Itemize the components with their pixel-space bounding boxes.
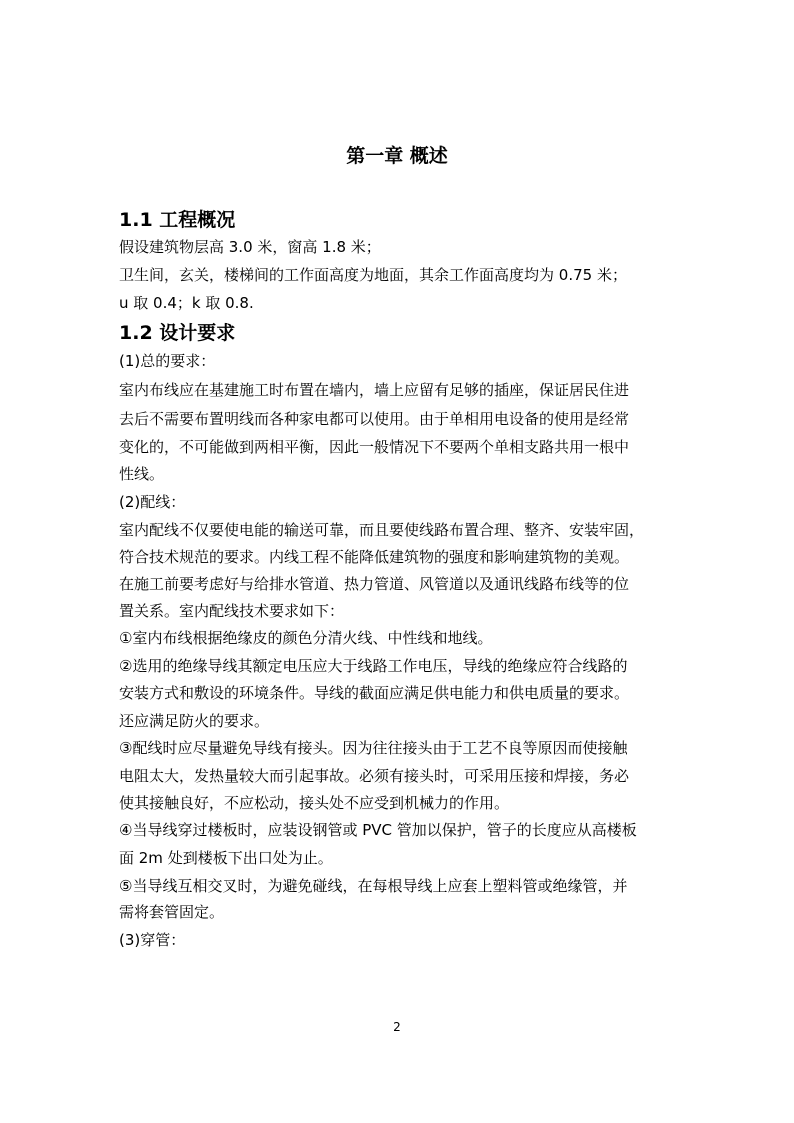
paragraph-line: 室内配线不仅要使电能的输送可靠，而且要使线路布置合理、整齐、安装牢固， [119, 521, 645, 539]
paragraph-line: 安装方式和敷设的环境条件。导线的截面应满足供电能力和供电质量的要求。 [119, 684, 630, 702]
paragraph-line: 卫生间，玄关，楼梯间的工作面高度为地面，其余工作面高度均为 0.75 米； [119, 266, 627, 284]
paragraph-line: 面 2m 处到楼板下出口处为止。 [119, 849, 333, 867]
paragraph-line: 去后不需要布置明线而各种家电都可以使用。由于单相用电设备的使用是经常 [119, 410, 630, 428]
paragraph-line: (2)配线： [119, 493, 186, 511]
paragraph-line: ①室内布线根据绝缘皮的颜色分清火线、中性线和地线。 [119, 629, 493, 647]
paragraph-line: ③配线时应尽量避免导线有接头。因为往往接头由于工艺不良等原因而使接触 [119, 739, 628, 757]
paragraph-line: 使其接触良好，不应松动，接头处不应受到机械力的作用。 [119, 794, 510, 812]
paragraph-line: (1)总的要求： [119, 352, 216, 370]
paragraph-line: 性线。 [119, 465, 165, 483]
paragraph-line: ④当导线穿过楼板时，应装设钢管或 PVC 管加以保护，管子的长度应从高楼板 [119, 821, 637, 839]
paragraph-line: ②选用的绝缘导线其额定电压应大于线路工作电压，导线的绝缘应符合线路的 [119, 657, 628, 675]
chapter-title: 第一章 概述 [346, 145, 448, 167]
paragraph-line: 室内布线应在基建施工时布置在墙内，墙上应留有足够的插座，保证居民住进 [119, 381, 630, 399]
paragraph-line: ⑤当导线互相交叉时，为避免碰线，在每根导线上应套上塑料管或绝缘管，并 [119, 877, 628, 895]
section-heading-1-2: 1.2 设计要求 [119, 322, 236, 344]
paragraph-line: (3)穿管： [119, 931, 186, 949]
paragraph-line: 在施工前要考虑好与给排水管道、热力管道、风管道以及通讯线路布线等的位 [119, 575, 630, 593]
section-heading-1-1: 1.1 工程概况 [119, 209, 236, 231]
paragraph-line: 电阻太大，发热量较大而引起事故。必须有接头时，可采用压接和焊接，务必 [119, 767, 630, 785]
page-number: 2 [393, 1020, 401, 1034]
paragraph-line: 需将套管固定。 [119, 903, 225, 921]
paragraph-line: u 取 0.4；k 取 0.8. [119, 294, 254, 312]
paragraph-line: 假设建筑物层高 3.0 米，窗高 1.8 米； [119, 238, 381, 256]
paragraph-line: 置关系。室内配线技术要求如下： [119, 602, 345, 620]
paragraph-line: 还应满足防火的要求。 [119, 712, 270, 730]
paragraph-line: 符合技术规范的要求。内线工程不能降低建筑物的强度和影响建筑物的美观。 [119, 548, 630, 566]
paragraph-line: 变化的，不可能做到两相平衡，因此一般情况下不要两个单相支路共用一根中 [119, 438, 630, 456]
